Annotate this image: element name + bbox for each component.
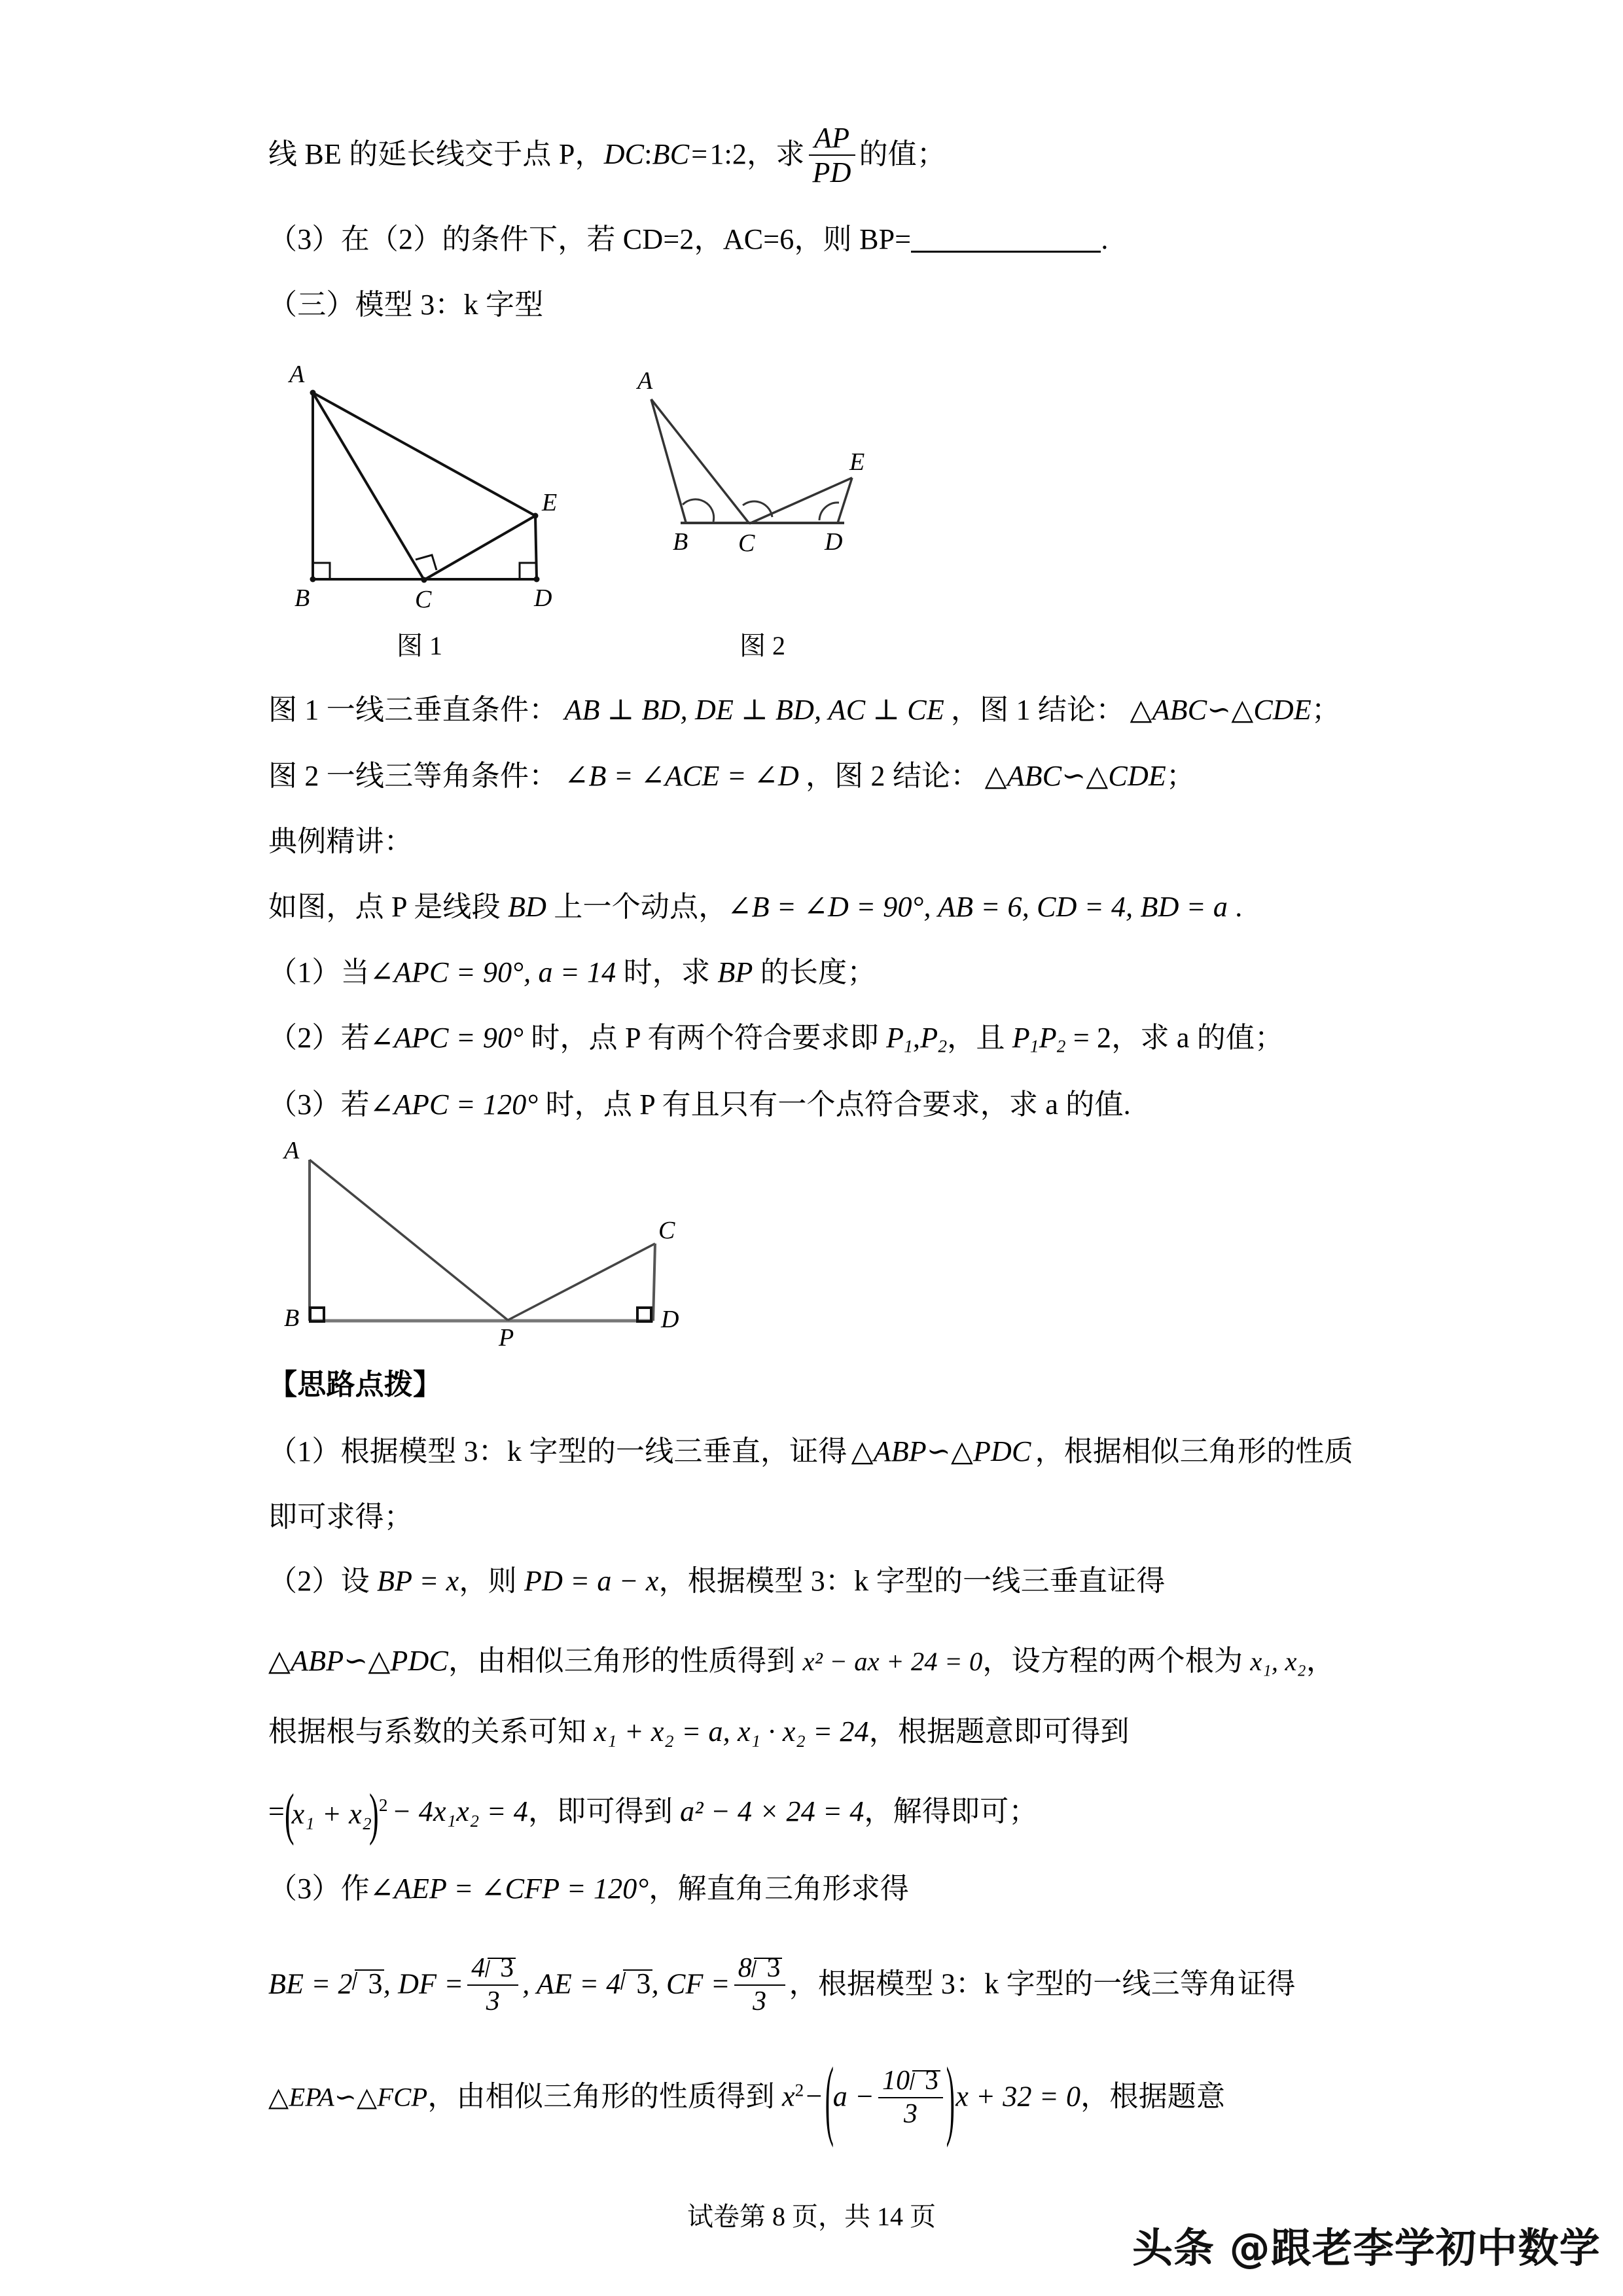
hint8-frac-numerator — [878, 2067, 943, 2098]
hint6-prefix: （3）作 — [268, 1873, 370, 1905]
q2-p1-subscript: 1 — [904, 1036, 914, 1056]
line1-suffix: 的值； — [859, 137, 946, 170]
hint8-big-parenthesis-group — [825, 2068, 956, 2130]
hint6-math: ∠AEP = ∠CFP = 120° — [369, 1873, 649, 1905]
q2-pp-a: P — [1012, 1022, 1030, 1054]
angle-mark-B — [683, 499, 714, 522]
fig1-cond-prefix: 图 1 一线三垂直条件： — [268, 694, 558, 726]
page-footer-text: 试卷第 8 页，共 14 页 — [687, 2202, 936, 2231]
fig1-conclusion: △ABC∽△CDE — [1130, 694, 1311, 726]
hint-line-6 — [268, 1871, 909, 1907]
hint8-frac-denominator: 3 — [903, 2098, 918, 2129]
figure-2-label-E: E — [849, 448, 865, 476]
hint-line-1-cont — [268, 1499, 413, 1535]
line1-comma: ，求 — [747, 137, 805, 170]
hint3-similarity: △ABP∽△PDC — [268, 1645, 448, 1677]
problem-statement-line — [268, 889, 1243, 925]
hint8-a-minus: a − — [832, 2080, 875, 2113]
figure-3-label-C: C — [658, 1217, 675, 1244]
line1-prefix: 线 BE 的延长线交于点 P， — [268, 137, 604, 170]
figure-1-label-B: B — [294, 584, 310, 612]
hint2-pd: PD = a − x — [524, 1565, 659, 1597]
ap-over-pd-fraction — [809, 123, 855, 188]
fig2-cond-prefix: 图 2 一线三等角条件： — [268, 760, 558, 792]
hint3-equation: x² − ax + 24 = 0 — [802, 1647, 983, 1676]
right-angle-mark-B — [313, 563, 330, 579]
sqrt-radicand-3: 3 — [636, 1967, 651, 2000]
hint5-rest: − 4x₁x₂ = 4 — [391, 1795, 528, 1827]
fig2-cond-end: ； — [1166, 760, 1196, 792]
q2-math: ∠APC = 90° — [369, 1022, 524, 1054]
figure-2-label-C: C — [738, 529, 755, 557]
hint-section-heading — [268, 1367, 442, 1403]
hint1-continued: 即可求得； — [268, 1501, 413, 1533]
q2-pp-b-subscript: 2 — [1056, 1036, 1066, 1056]
hint2-bp: BP = x — [377, 1565, 459, 1597]
fig2-cond-mid: ，图 2 结论： — [805, 760, 980, 792]
question-3-line — [268, 221, 1109, 257]
hint2-mid: ，则 — [459, 1565, 524, 1597]
figure-1-label-A: A — [289, 361, 305, 388]
hint4-math: x₁ + x₂ = a, x₁ · x₂ = 24 — [594, 1715, 869, 1748]
hint5-parenthesized-sum — [285, 1796, 379, 1832]
hint-line-8 — [268, 2068, 1225, 2130]
hint8-mid: ，由相似三角形的性质得到 — [427, 2080, 782, 2113]
answer-blank[interactable] — [911, 251, 1101, 253]
hint5-equals: = — [268, 1795, 285, 1827]
cf-denominator: 3 — [753, 1986, 767, 2017]
hint3-end: ， — [1306, 1645, 1336, 1677]
hint7-cf-label: , CF = — [651, 1967, 730, 2000]
line1-equals: = — [691, 137, 708, 170]
figure-2-label-A: A — [637, 367, 653, 395]
figure-2-label-B: B — [673, 528, 688, 556]
hint7-df-label: , DF = — [383, 1967, 464, 2000]
segment-AP — [310, 1160, 508, 1320]
sqrt-3-icon-5 — [910, 2067, 939, 2096]
q1-mid: 时，求 — [616, 956, 718, 988]
fig1-cond-math: AB ⊥ BD, DE ⊥ BD, AC ⊥ CE — [564, 694, 944, 726]
hint3-mid: ，由相似三角形的性质得到 — [448, 1645, 803, 1677]
figure-1-label-D: D — [534, 584, 552, 612]
hint3-roots: x₁, x₂ — [1250, 1647, 1306, 1676]
hint1-prefix: （1）根据模型 3：k 字型的一线三垂直，证得 — [268, 1435, 847, 1467]
segment-PC — [508, 1244, 655, 1320]
figure-1-condition-line — [268, 692, 1340, 728]
vertex-A-dot — [310, 390, 316, 396]
hint6-post: ，解直角三角形求得 — [649, 1873, 910, 1905]
figure-2-label-D: D — [825, 528, 843, 556]
df-num-coefficient: 4 — [471, 1953, 486, 1983]
df-denominator: 3 — [486, 1986, 500, 2017]
line1-ratio: 1:2 — [709, 137, 747, 170]
q3-end: 时，点 P 有且只有一个点符合要求，求 a 的值. — [538, 1088, 1131, 1121]
ten-root-three-over-three-fraction — [878, 2067, 943, 2129]
hint5-end: ，解得即可； — [864, 1795, 1038, 1827]
hint5-mid: ，即可得到 — [527, 1795, 681, 1827]
q2-p2: P — [920, 1022, 938, 1054]
hint-line-5 — [268, 1793, 1038, 1832]
figure-2-k-model-equal-angles — [609, 339, 883, 601]
hint5-sum-inner: x₁ + x₂ — [291, 1798, 372, 1831]
hint7-post: ，根据模型 3：k 字型的一线三等角证得 — [789, 1967, 1296, 2000]
watermark-text: 头条 @跟老李学初中数学 — [1132, 2224, 1601, 2272]
q2-pp-b: P — [1039, 1022, 1057, 1054]
vertex-B-dot — [310, 577, 316, 583]
df-fraction — [467, 1954, 518, 2017]
q1-prefix: （1）当 — [268, 956, 370, 988]
worked-example-heading — [268, 823, 413, 859]
right-angle-mark-D — [520, 563, 537, 579]
hint2-post: ，根据模型 3：k 字型的一线三垂直证得 — [658, 1565, 1166, 1597]
question-3-period: . — [1101, 223, 1109, 255]
hint-line-7 — [268, 1953, 1296, 2018]
vertex-C-dot — [421, 577, 427, 583]
line1-colon: : — [644, 137, 652, 170]
sub-question-2 — [268, 1020, 1283, 1058]
line1-bc: BC — [652, 137, 690, 170]
figure-3-label-B: B — [284, 1304, 300, 1332]
hint3-mid2: ，设方程的两个根为 — [982, 1645, 1251, 1677]
q2-p2-subscript: 2 — [938, 1036, 948, 1056]
sqrt-3-icon-4 — [752, 1954, 781, 1983]
watermark-branding — [1132, 2215, 1601, 2274]
q1-end: 的长度； — [753, 956, 876, 988]
q3-math: ∠APC = 120° — [369, 1088, 539, 1121]
figure-1-caption: 图 1 — [397, 631, 442, 660]
figure-1-outline — [313, 393, 537, 579]
fig1-cond-mid: ，图 1 结论： — [950, 694, 1125, 726]
fig2-conclusion: △ABC∽△CDE — [984, 760, 1167, 792]
segment-CE — [749, 478, 852, 524]
hint-line-1 — [268, 1433, 1353, 1469]
cf-fraction — [734, 1954, 785, 2017]
df-numerator — [467, 1954, 518, 1986]
hint8-tail: x + 32 = 0 — [955, 2080, 1081, 2113]
q2-p1: P — [886, 1022, 904, 1054]
segment-AC — [313, 393, 424, 580]
problem-period: . — [1228, 891, 1243, 923]
sqrt-3-icon-1 — [353, 1965, 383, 2001]
worked-example-heading-text: 典例精讲： — [268, 825, 413, 857]
vertex-E-dot — [533, 513, 539, 519]
hint8-x: x — [781, 2080, 795, 2113]
fig2-cond-math: ∠B = ∠ACE = ∠D — [564, 760, 799, 792]
problem-bd: BD — [508, 891, 547, 923]
hint7-ae: , AE = 4 — [522, 1967, 621, 2000]
figure-1-label-E: E — [542, 489, 558, 516]
sqrt-radicand-1: 3 — [368, 1967, 383, 2000]
sqrt-radicand-5: 3 — [924, 2066, 939, 2096]
figure-3-example-diagram — [274, 1137, 705, 1352]
q2-pp-a-subscript: 1 — [1029, 1036, 1039, 1056]
sqrt-3-icon-3 — [621, 1965, 652, 2001]
q2-mid: 时，点 P 有两个符合要求即 — [524, 1022, 887, 1054]
cf-numerator — [734, 1954, 785, 1986]
hint8-similarity: △EPA∽△FCP — [268, 2082, 428, 2112]
fraction-numerator: AP — [809, 123, 855, 156]
figure-3-label-P: P — [499, 1324, 514, 1352]
hint-section-heading-text: 【思路点拨】 — [268, 1369, 442, 1401]
hint-line-2 — [268, 1563, 1166, 1599]
figure-2-caption: 图 2 — [740, 631, 785, 660]
hint5-a-equation: a² − 4 × 24 = 4 — [680, 1795, 865, 1827]
hint-line-3 — [268, 1643, 1335, 1679]
figure-3-label-D: D — [661, 1306, 679, 1333]
q2-comma: , — [913, 1022, 921, 1054]
section-heading-model-3 — [268, 287, 543, 323]
hint5-exponent: 2 — [378, 1795, 388, 1815]
hint8-minus: − — [806, 2080, 823, 2113]
figure-3-svg — [274, 1139, 705, 1342]
q1-bp: BP — [717, 956, 753, 988]
sub-question-3 — [268, 1086, 1131, 1122]
hint2-prefix: （2）设 — [268, 1565, 377, 1597]
hint8-end: ，根据题意 — [1080, 2080, 1226, 2113]
figure-1-k-model-perpendicular — [275, 347, 582, 622]
figure-3-label-A: A — [284, 1137, 300, 1164]
problem-mid: 上一个动点， — [546, 891, 728, 923]
q3-prefix: （3）若 — [268, 1088, 370, 1121]
angle-mark-D — [819, 503, 839, 520]
cf-num-coefficient: 8 — [738, 1953, 752, 1983]
hint-line-4 — [268, 1713, 1130, 1749]
q2-mid2: ，且 — [947, 1022, 1012, 1054]
sqrt-radicand-2: 3 — [500, 1953, 514, 1983]
segment-AB — [651, 399, 686, 522]
q2-prefix: （2）若 — [268, 1022, 370, 1054]
vertex-D-dot — [534, 577, 540, 583]
hint4-post: ，根据题意即可得到 — [868, 1715, 1130, 1748]
segment-CD — [653, 1244, 655, 1321]
hint1-post: ，根据相似三角形的性质 — [1035, 1435, 1353, 1467]
segment-ED — [838, 478, 852, 523]
paragraph-line-1 — [268, 124, 946, 189]
sqrt-3-icon-2 — [485, 1954, 514, 1983]
hint4-prefix: 根据根与系数的关系可知 — [268, 1715, 594, 1748]
q2-end: ，求 a 的值； — [1111, 1022, 1284, 1054]
hint1-similarity: △ABP∽△PDC — [851, 1435, 1031, 1467]
hint8-x-exponent: 2 — [794, 2080, 804, 2100]
q2-equals-two: = 2 — [1065, 1022, 1112, 1054]
problem-math: ∠B = ∠D = 90°, AB = 6, CD = 4, BD = a — [727, 891, 1228, 923]
hint8-num-coefficient: 10 — [882, 2066, 910, 2096]
question-3-text: （3）在（2）的条件下，若 CD=2，AC=6，则 BP= — [268, 223, 912, 255]
fraction-denominator: PD — [812, 156, 851, 189]
line1-dc: DC — [603, 137, 645, 170]
problem-prefix: 如图，点 P 是线段 — [268, 891, 508, 923]
right-angle-mark-C — [416, 555, 437, 570]
fig1-cond-end: ； — [1311, 694, 1341, 726]
section-heading-text: （三）模型 3：k 字型 — [268, 289, 544, 321]
figure-1-label-C: C — [415, 586, 432, 613]
sub-question-1 — [268, 954, 876, 990]
figure-2-condition-line — [268, 758, 1195, 794]
segment-AC — [651, 399, 749, 524]
figure-1-svg — [275, 347, 582, 622]
q1-math: ∠APC = 90°, a = 14 — [369, 956, 616, 988]
sqrt-radicand-4: 3 — [766, 1953, 781, 1983]
hint7-be: BE = 2 — [268, 1967, 353, 2000]
